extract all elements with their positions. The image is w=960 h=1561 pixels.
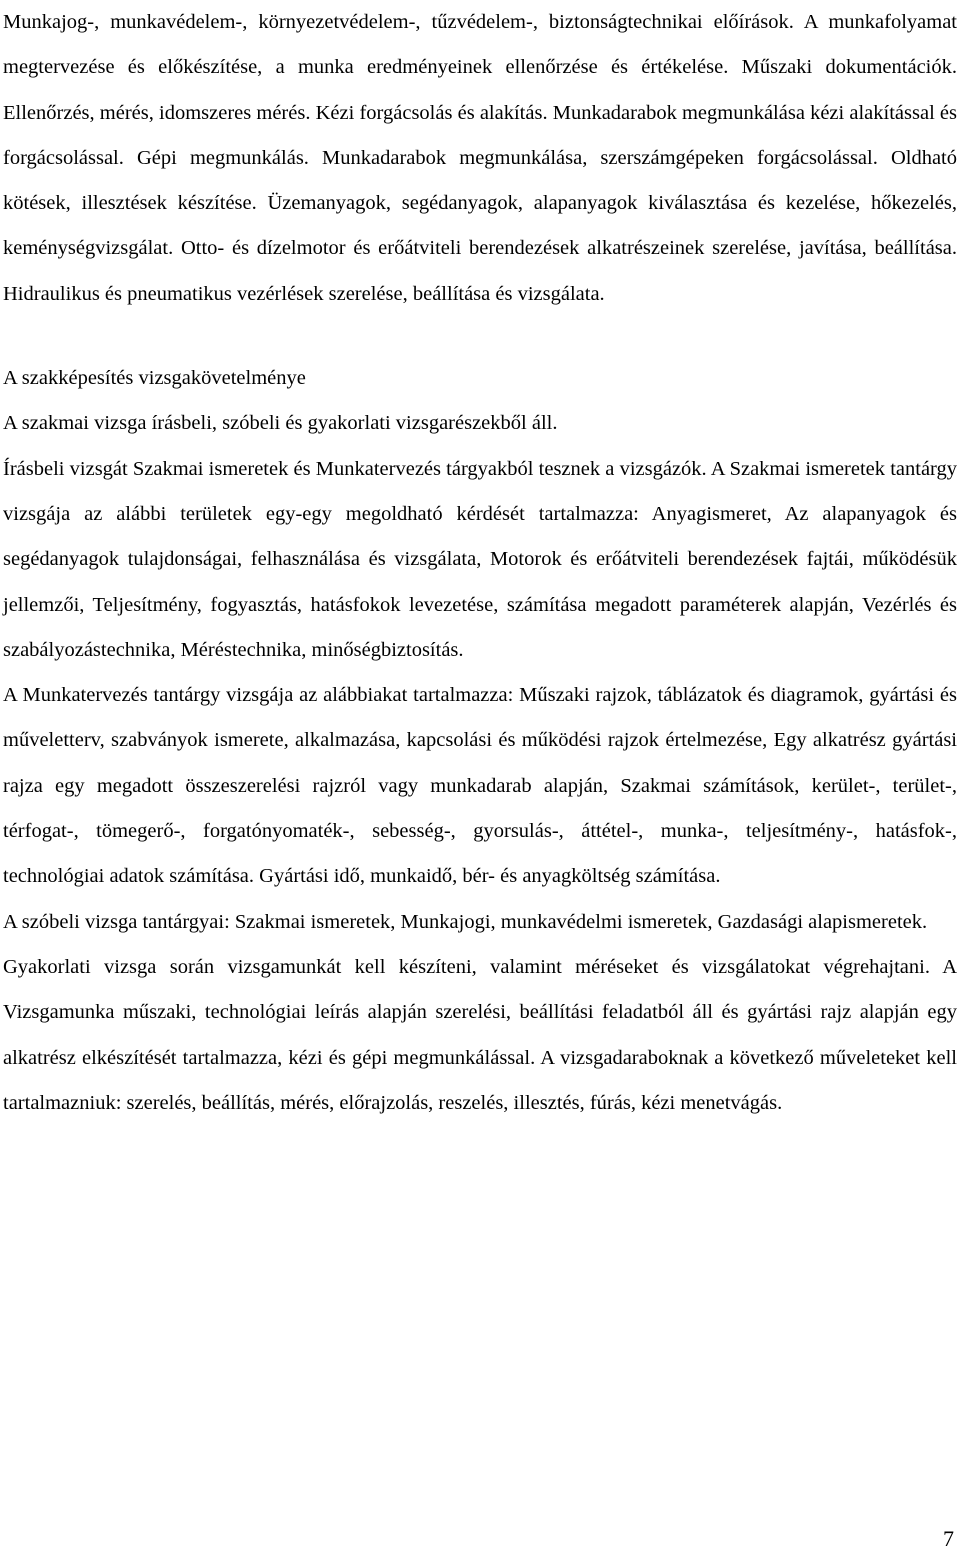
intro-paragraph: Munkajog-, munkavédelem-, környezetvédelem-, tűzvédelem-, biztonságtechnikai előírások. A munkafolyamat megtervezése és előkészítése, a munka eredményeinek ellenőrzése és értékelése. Műszaki dokumentációk. Ellenőrzés, mérés, idomszeres mérés. Kézi forgácsolás és alakítás. Munkadarabok megmunkálása kézi alakítással és forgácsolással. Gépi megmunkálás. Munkadarabok megmunkálása, szerszámgépeken forgácsolással. Oldható kötések, illesztések készítése. Üzemanyagok, segédanyagok, alapanyagok kiválasztása és kezelése, hőkezelés, keménységvizsgálat. Otto- és dízelmotor és erőátviteli berendezések alkatrészeinek szerelése, javítása, beállítása. Hidraulikus és pneumatikus vezérlések szerelése, beállítása és vizsgálata.	[3, 11, 957, 305]
work-planning-paragraph: A Munkatervezés tantárgy vizsgája az alábbiakat tartalmazza: Műszaki rajzok, táblázatok és diagramok, gyártási és műveletterv, szabványok ismerete, alkalmazása, kapcsolási és működési rajzok értelmezése, Egy alkatrész gyártási rajza egy megadott összeszerelési rajzról vagy munkadarab alapján, Szakmai számítások, kerület-, terület-, térfogat-, tömegerő-, forgatónyomaték-, sebesség-, gyorsulás-, áttétel-, munka-, teljesítmény-, hatásfok-, technológiai adatok számítása. Gyártási idő, munkaidő, bér- és anyagköltség számítása.	[3, 684, 957, 888]
practical-exam-paragraph: Gyakorlati vizsga során vizsgamunkát kell készíteni, valamint méréseket és vizsgálatokat végrehajtani. A Vizsgamunka műszaki, technológiai leírás alapján szerelési, beállítási feladatból áll és gyártási rajz alapján egy alkatrész elkészítését tartalmazza, kézi és gépi megmunkálással. A vizsgadaraboknak a következő műveleteket kell tartalmazniuk: szerelés, beállítás, mérés, előrajzolás, reszelés, illesztés, fúrás, kézi menetvágás.	[3, 955, 957, 1114]
exam-parts-paragraph: A szakmai vizsga írásbeli, szóbeli és gyakorlati vizsgarészekből áll.	[3, 412, 558, 435]
section-heading: A szakképesítés vizsgakövetelménye	[3, 367, 306, 390]
page-number: 7	[943, 1526, 954, 1551]
oral-exam-paragraph: A szóbeli vizsga tantárgyai: Szakmai ismeretek, Munkajogi, munkavédelmi ismeretek, Gazdasági alapismeretek.	[3, 910, 928, 933]
document-page	[3, 0, 957, 1126]
section-spacer	[3, 317, 957, 356]
written-exam-paragraph: Írásbeli vizsgát Szakmai ismeretek és Munkatervezés tárgyakból tesznek a vizsgázók. A Szakmai ismeretek tantárgy vizsgája az alábbi területek egy-egy megoldható kérdését tartalmazza: Anyagismeret, Az alapanyagok és segédanyagok tulajdonságai, felhasználása és vizsgálata, Motorok és erőátviteli berendezések fajtái, működésük jellemzői, Teljesítmény, fogyasztás, hatásfokok levezetése, számítása megadott paraméterek alapján, Vezérlés és szabályozástechnika, Méréstechnika, minőségbiztosítás.	[3, 457, 957, 661]
